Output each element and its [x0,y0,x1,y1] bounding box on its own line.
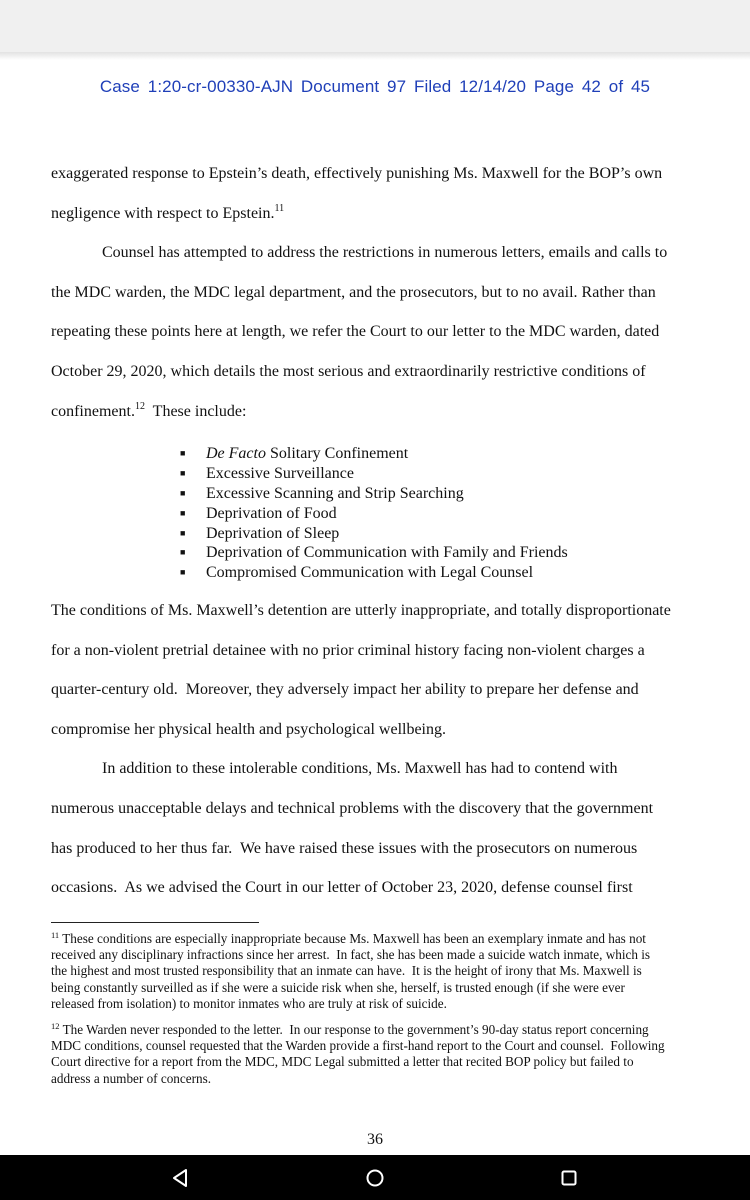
case-header: Case 1:20-cr-00330-AJN Document 97 Filed 12/14/20 Page 42 of 45 [99,77,651,96]
footnote-line: being constantly surveilled as if she were a suicide risk when she, herself, is trusted enough (if she were ever [51,979,625,995]
body-line: Counsel has attempted to address the restrictions in numerous letters, emails and calls to [102,244,668,262]
viewer-top-shadow [0,52,750,60]
footnote-12 [51,1022,731,1087]
body-line: the MDC warden, the MDC legal department, and the prosecutors, but to no avail. Rather than [51,283,656,301]
footnote-divider [51,922,259,923]
footnote-line: the highest and most trusted responsibility that an inmate can have. It is the height of irony that Ms. Maxwell is [51,963,642,979]
footnote-line: $^{12}$ The Warden never responded to the letter. In our response to the government’s 90-day status report concerning [51,1021,649,1037]
home-icon [365,1168,385,1188]
page-number: 36 [367,1131,383,1148]
body-line: The conditions of Ms. Maxwell’s detention are utterly inappropriate, and totally disproportionate [51,602,671,619]
body-text [51,164,713,441]
footnote-line: address a number of concerns. [51,1070,212,1086]
conditions-list [180,444,568,583]
footnote-line: Court directive for a report from the MDC, MDC Legal submitted a letter that recited BOP policy but failed to [51,1054,634,1070]
recents-icon [559,1168,579,1188]
viewer-top-strip [0,0,750,52]
square-bullet-icon: ■ [180,467,186,478]
footnote-marker: 12 [51,1021,60,1031]
square-bullet-icon: ■ [180,507,186,518]
body-line: repeating these points here at length, we refer the Court to our letter to the MDC warden, dated [51,323,660,341]
square-bullet-icon: ■ [180,567,186,578]
android-nav-bar [0,1155,750,1200]
body-text-continued [51,601,713,918]
recents-button[interactable] [554,1163,584,1193]
footnote-11 [51,931,731,1012]
list-item: ■ Compromised Communication with Legal Counsel [180,564,534,582]
square-bullet-icon: ■ [180,448,186,458]
body-line: confinement.$^{12}$ These include: [51,400,247,420]
list-item: ■ Deprivation of Food [180,504,337,522]
body-line: has produced to her thus far. We have raised these issues with the prosecutors on numerous [51,839,638,857]
footnote-line: released from isolation) to monitor inmates who are truly at risk of suicide. [51,995,447,1011]
footnote-line: $^{11}$ These conditions are especially inappropriate because Ms. Maxwell has been an exemplary inmate and has not [51,930,646,946]
list-item: ■ Deprivation of Communication with Family and Friends [180,544,568,562]
body-line: negligence with respect to Epstein.$^{11}$ [51,202,285,222]
body-line: exaggerated response to Epstein’s death, effectively punishing Ms. Maxwell for the BOP’s own [51,165,663,182]
body-line: October 29, 2020, which details the most serious and extraordinarily restrictive conditions of [51,362,646,380]
body-line: for a non-violent pretrial detainee with no prior criminal history facing non-violent charges a [51,641,645,659]
footnote-marker: 11 [51,930,60,940]
square-bullet-icon: ■ [180,527,186,538]
list-item: ■ Deprivation of Sleep [180,524,340,542]
footnote-ref: 12 [134,400,145,412]
body-line: compromise her physical health and psychological wellbeing. [51,720,446,738]
back-icon [171,1168,191,1188]
list-item: ■ Excessive Scanning and Strip Searching [180,484,464,502]
list-item: ■ Excessive Surveillance [180,464,354,482]
list-item: ■ De Facto Solitary Confinement [180,445,409,462]
footnote-line: MDC conditions, counsel requested that the Warden provide a first-hand report to the Court and counsel. Following [51,1038,665,1054]
body-line: In addition to these intolerable conditions, Ms. Maxwell has had to contend with [102,760,618,778]
body-line: quarter-century old. Moreover, they adversely impact her ability to prepare her defense and [51,681,639,699]
square-bullet-icon: ■ [180,487,186,498]
home-button[interactable] [360,1163,390,1193]
square-bullet-icon: ■ [180,547,186,558]
footnote-ref: 11 [274,202,285,214]
body-line: occasions. As we advised the Court in our letter of October 23, 2020, defense counsel first [51,879,633,897]
footnote-line: received any disciplinary infractions since her arrest. In fact, she has been made a suicide watch inmate, which is [51,947,651,963]
back-button[interactable] [166,1163,196,1193]
body-line: numerous unacceptable delays and technical problems with the discovery that the government [51,799,654,817]
